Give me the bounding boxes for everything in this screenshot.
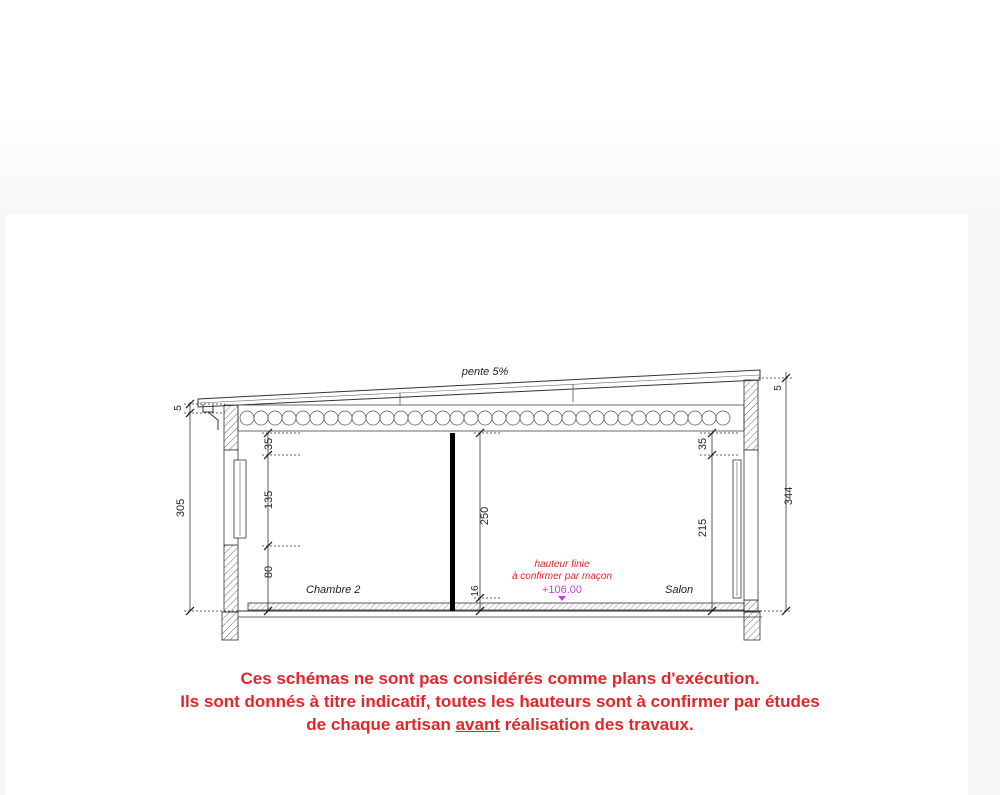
roof-slope-label: pente 5% — [461, 366, 509, 378]
level-label: +106.00 — [541, 584, 583, 596]
insulation-layer — [238, 405, 744, 431]
disclaimer — [100, 667, 900, 736]
dim-window-height-right: 215 — [697, 518, 709, 538]
dim-right-total: 344 — [783, 486, 795, 506]
dim-window-top-right: 35 — [697, 437, 709, 451]
disclaimer-line3-before: de chaque artisan — [306, 715, 456, 734]
room-label-left: Chambre 2 — [306, 584, 361, 596]
dim-left-top: 5 — [173, 405, 184, 411]
disclaimer-line3-after: réalisation des travaux. — [500, 715, 694, 734]
left-window — [224, 450, 246, 545]
disclaimer-line3 — [100, 713, 900, 736]
dim-sill-left: 80 — [263, 565, 275, 579]
right-window — [733, 450, 758, 600]
disclaimer-line2: Ils sont donnés à titre indicatif, toutes les hauteurs sont à confirmer par études — [180, 692, 820, 711]
disclaimer-underlined-word: avant — [455, 715, 500, 734]
dim-floor-thickness: 16 — [470, 585, 481, 597]
dim-ceiling-height: 250 — [479, 506, 491, 526]
annotation-line2: à confirmer par maçon — [511, 571, 613, 582]
dim-window-height-left: 135 — [263, 490, 275, 510]
floor-slab — [238, 603, 762, 617]
room-label-right: Salon — [665, 584, 694, 596]
annotation-line1: hauteur finie — [534, 559, 590, 570]
gutter-icon — [203, 404, 218, 430]
dim-left-total: 305 — [175, 498, 187, 518]
dim-window-top-left: 35 — [263, 437, 275, 451]
disclaimer-line1: Ces schémas ne sont pas considérés comme plans d'exécution. — [240, 669, 760, 688]
dim-right-top: 5 — [773, 385, 784, 391]
level-marker-icon — [558, 596, 566, 601]
partition-wall — [450, 433, 455, 611]
